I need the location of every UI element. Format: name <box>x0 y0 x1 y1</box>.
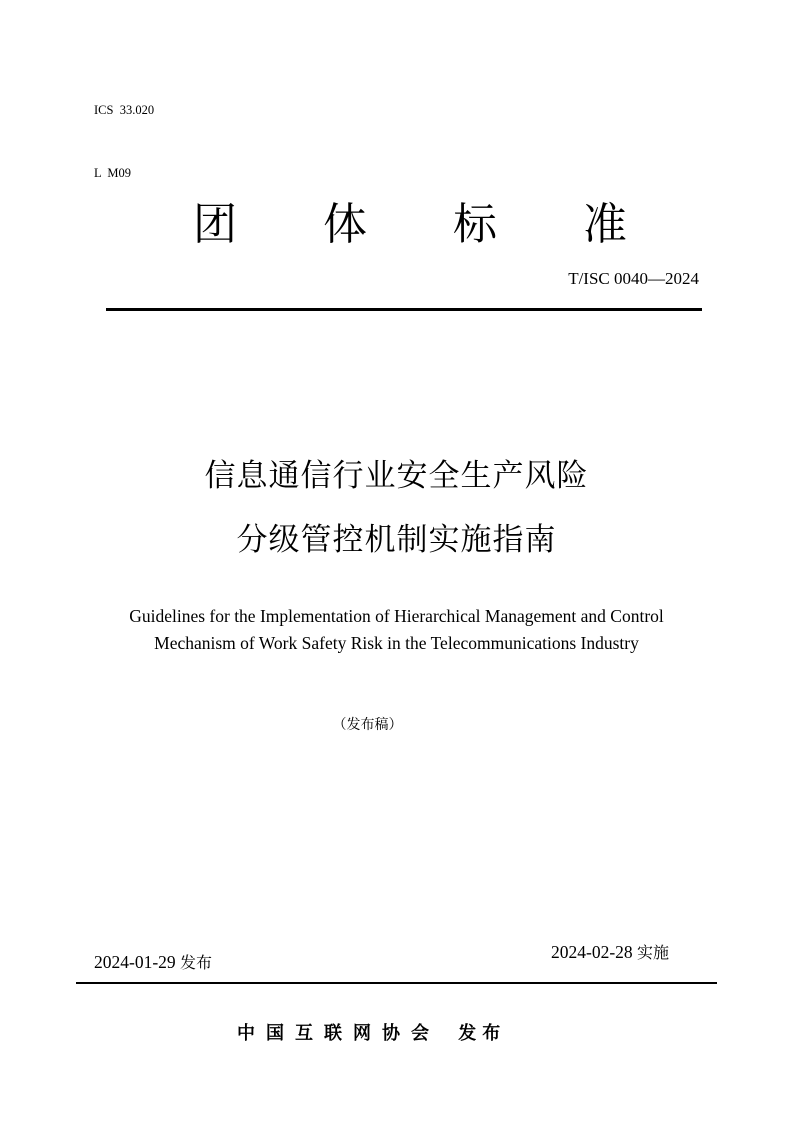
standard-type-char: 体 <box>323 199 367 250</box>
draft-status-label: （发布稿） <box>332 717 403 733</box>
publish-date-suffix: 发布 <box>180 953 213 972</box>
effective-date <box>551 940 669 965</box>
publisher-action: 发布 <box>458 1023 507 1044</box>
standard-type-char: 团 <box>193 199 237 250</box>
standard-code: T/ISC 0040—2024 <box>568 269 699 288</box>
publisher-organization: 中国互联网协会 <box>237 1023 440 1044</box>
ics-code: ICS 33.020 <box>94 103 155 117</box>
standard-type-char: 准 <box>583 199 627 250</box>
header-divider <box>106 308 702 311</box>
effective-date-value: 2024-02-28 <box>551 942 633 962</box>
publisher-line <box>237 1022 506 1046</box>
title-cn-line-2: 分级管控机制实施指南 <box>236 522 557 558</box>
publish-date <box>94 950 212 975</box>
effective-date-suffix: 实施 <box>637 943 670 962</box>
title-cn-line-1: 信息通信行业安全生产风险 <box>204 458 589 494</box>
standard-type-heading <box>170 190 650 260</box>
footer-divider <box>76 982 717 984</box>
ccs-code: L M09 <box>94 166 132 180</box>
publish-date-value: 2024-01-29 <box>94 952 176 972</box>
standard-type-char: 标 <box>453 199 497 250</box>
classification-codes <box>94 58 154 205</box>
title-en-line-1: Guidelines for the Implementation of Hierarchical Management and Control <box>129 606 664 626</box>
title-en-line-2: Mechanism of Work Safety Risk in the Telecommunications Industry <box>154 633 639 653</box>
